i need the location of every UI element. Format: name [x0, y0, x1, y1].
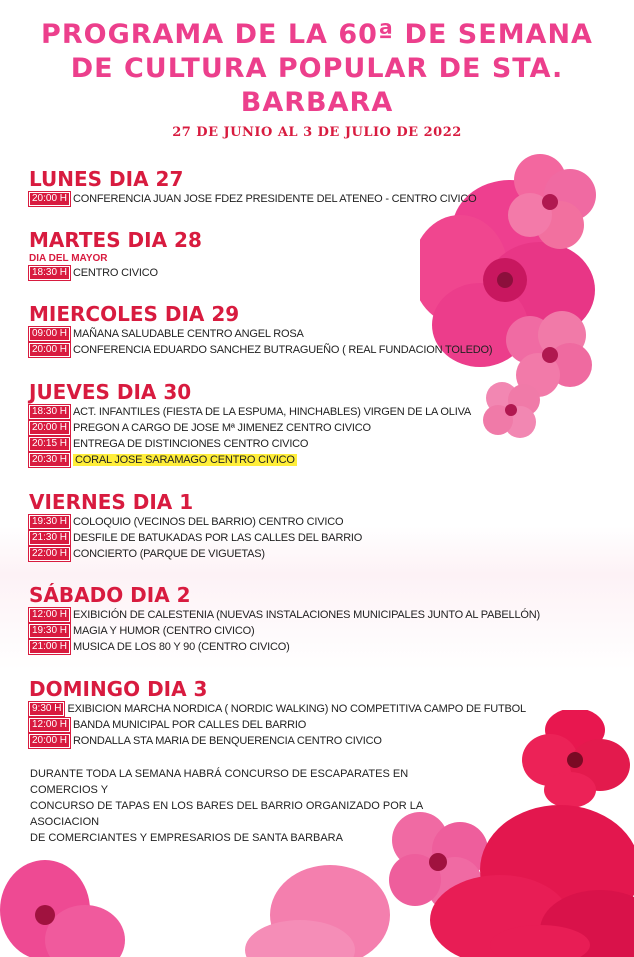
- event-text: CONFERENCIA EDUARDO SANCHEZ BUTRAGUEÑO ( REAL FUNDACION TOLEDO): [73, 344, 493, 356]
- day-title: VIERNES DIA 1: [29, 490, 194, 514]
- day-title: LUNES DIA 27: [29, 167, 184, 191]
- event-text: RONDALLA STA MARIA DE BENQUERENCIA CENTRO CIVICO: [73, 735, 382, 747]
- event-time: 20:00 H: [29, 192, 70, 206]
- event-text: ENTREGA DE DISTINCIONES CENTRO CIVICO: [73, 438, 309, 450]
- date-range: 27 DE JUNIO AL 3 DE JULIO DE 2022: [172, 125, 462, 140]
- footer-note-line: DURANTE TODA LA SEMANA HABRÁ CONCURSO DE ESCAPARATES EN COMERCIOS Y: [30, 768, 409, 796]
- day-wednesday: [29, 302, 492, 358]
- small-flower-icon: [508, 154, 596, 249]
- event-time: 18:30 H: [29, 405, 70, 419]
- event-row: [29, 265, 202, 281]
- day-subtitle: DIA DEL MAYOR: [29, 253, 108, 264]
- event-row: [29, 420, 471, 436]
- event-row: [29, 623, 540, 639]
- red-flower-right-decoration: [520, 710, 634, 810]
- event-text: MUSICA DE LOS 80 Y 90 (CENTRO CIVICO): [73, 641, 290, 653]
- day-title: MARTES DIA 28: [29, 228, 202, 252]
- day-title: SÁBADO DIA 2: [29, 583, 191, 607]
- event-time: 20:00 H: [29, 343, 70, 357]
- event-row: [29, 639, 540, 655]
- event-row: [29, 701, 526, 717]
- day-title: DOMINGO DIA 3: [29, 677, 208, 701]
- title-line-3: BARBARA: [240, 87, 394, 118]
- event-row: [29, 326, 492, 342]
- tiny-flower-icon: [483, 382, 540, 438]
- title-line-2: DE CULTURA POPULAR DE STA.: [70, 53, 564, 84]
- footer-note-line: CONCURSO DE TAPAS EN LOS BARES DEL BARRIO ORGANIZADO POR LA ASOCIACION: [30, 800, 423, 828]
- event-text: BANDA MUNICIPAL POR CALLES DEL BARRIO: [73, 719, 307, 731]
- event-text: PREGON A CARGO DE JOSE Mª JIMENEZ CENTRO CIVICO: [73, 422, 371, 434]
- day-sunday: [29, 677, 526, 749]
- event-row: [29, 717, 526, 733]
- title-line-1: PROGRAMA DE LA 60ª DE SEMANA: [41, 19, 593, 50]
- day-thursday: [29, 380, 471, 468]
- event-row: [29, 452, 471, 468]
- event-row: [29, 404, 471, 420]
- event-time: 20:00 H: [29, 734, 70, 748]
- event-text: DESFILE DE BATUKADAS POR LAS CALLES DEL BARRIO: [73, 532, 363, 544]
- day-friday: [29, 490, 362, 562]
- event-row: [29, 733, 526, 749]
- event-time: 19:30 H: [29, 624, 70, 638]
- poster-title: [0, 18, 634, 120]
- event-row: [29, 530, 362, 546]
- footer-note: [30, 766, 470, 846]
- event-text: CONFERENCIA JUAN JOSE FDEZ PRESIDENTE DEL ATENEO - CENTRO CIVICO: [73, 193, 477, 205]
- event-text: ACT. INFANTILES (FIESTA DE LA ESPUMA, HINCHABLES) VIRGEN DE LA OLIVA: [73, 406, 472, 418]
- event-text: MAÑANA SALUDABLE CENTRO ANGEL ROSA: [73, 328, 304, 340]
- event-row: [29, 607, 540, 623]
- event-text-highlighted: CORAL JOSE SARAMAGO CENTRO CIVICO: [75, 454, 295, 466]
- event-time: 19:30 H: [29, 515, 70, 529]
- event-time: 12:00 H: [29, 718, 70, 732]
- event-text: CENTRO CIVICO: [73, 267, 158, 279]
- event-time: 21:30 H: [29, 531, 70, 545]
- event-text: CONCIERTO (PARQUE DE VIGUETAS): [73, 548, 265, 560]
- event-time: 20:15 H: [29, 437, 70, 451]
- event-row: [29, 342, 492, 358]
- event-time: 20:30 H: [29, 453, 70, 467]
- event-time: 21:00 H: [29, 640, 70, 654]
- event-time: 9:30 H: [29, 702, 64, 716]
- event-time: 09:00 H: [29, 327, 70, 341]
- event-row: [29, 546, 362, 562]
- event-time: 18:30 H: [29, 266, 70, 280]
- event-row: [29, 514, 362, 530]
- event-row: [29, 191, 476, 207]
- event-text: MAGIA Y HUMOR (CENTRO CIVICO): [73, 625, 255, 637]
- day-title: MIERCOLES DIA 29: [29, 302, 240, 326]
- event-time: 12:00 H: [29, 608, 70, 622]
- event-time: 22:00 H: [29, 547, 70, 561]
- footer-note-line: DE COMERCIANTES Y EMPRESARIOS DE SANTA BARBARA: [30, 832, 343, 844]
- day-title: JUEVES DIA 30: [29, 380, 192, 404]
- event-time: 20:00 H: [29, 421, 70, 435]
- event-text: COLOQUIO (VECINOS DEL BARRIO) CENTRO CIVICO: [73, 516, 344, 528]
- day-monday: [29, 167, 476, 207]
- event-row: [29, 436, 471, 452]
- event-text: EXIBICIÓN DE CALESTENIA (NUEVAS INSTALACIONES MUNICIPALES JUNTO AL PABELLÓN): [73, 609, 540, 621]
- day-tuesday: [29, 228, 202, 281]
- mid-flower-icon: [506, 311, 592, 397]
- event-text: EXIBICION MARCHA NORDICA ( NORDIC WALKING) NO COMPETITIVA CAMPO DE FUTBOL: [67, 703, 526, 715]
- day-saturday: [29, 583, 540, 655]
